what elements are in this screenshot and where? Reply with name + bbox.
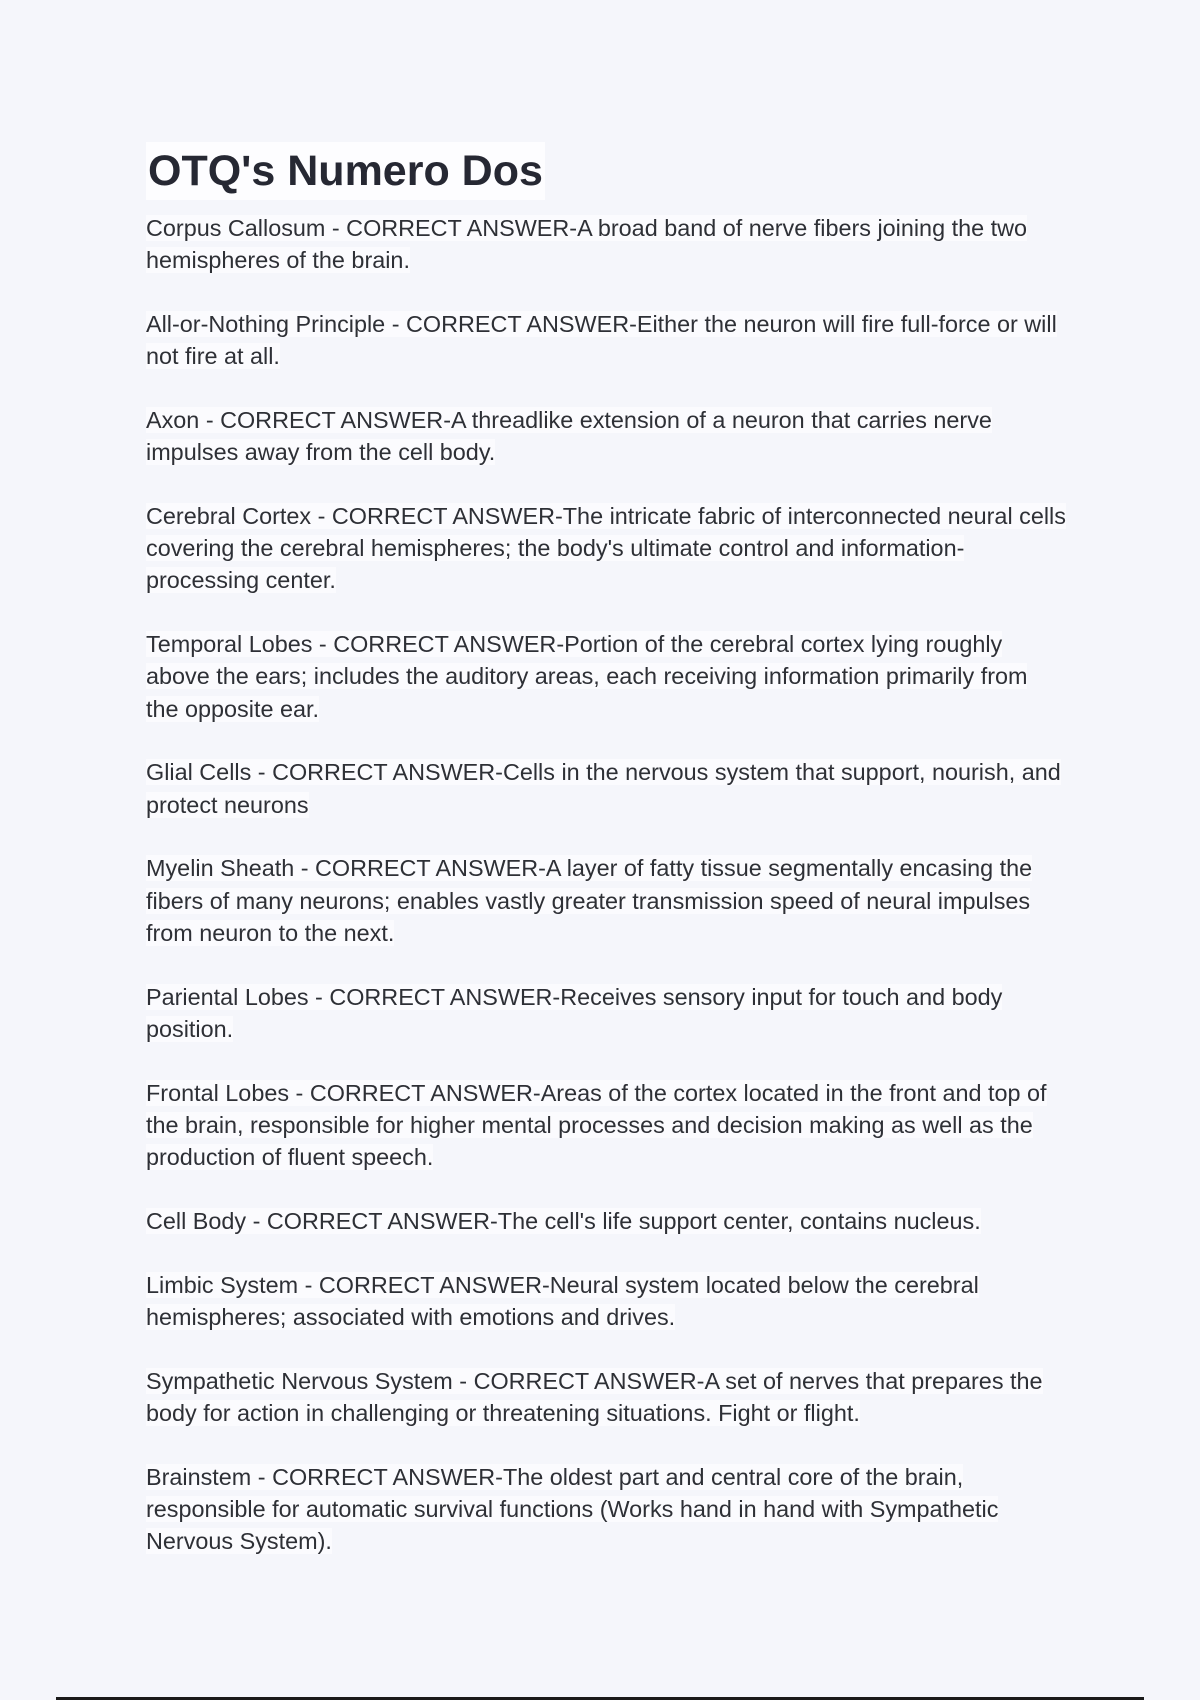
document-title: OTQ's Numero Dos xyxy=(146,142,545,200)
qa-list xyxy=(146,212,1066,1557)
qa-item-axon xyxy=(146,404,1066,468)
qa-item-text: Cerebral Cortex - CORRECT ANSWER-The intricate fabric of interconnected neural cells covering the cerebral hemispheres; the body's ultimate control and information-processing center. xyxy=(146,503,1066,594)
qa-item-text: Pariental Lobes - CORRECT ANSWER-Receives sensory input for touch and body position. xyxy=(146,983,1003,1042)
qa-item-corpus-callosum xyxy=(146,212,1066,276)
document-content xyxy=(146,142,1066,1589)
qa-item-pariental-lobes xyxy=(146,981,1066,1045)
qa-item-text: Cell Body - CORRECT ANSWER-The cell's life support center, contains nucleus. xyxy=(146,1207,981,1234)
qa-item-text: Glial Cells - CORRECT ANSWER-Cells in the nervous system that support, nourish, and protect neurons xyxy=(146,759,1061,818)
qa-item-glial-cells xyxy=(146,756,1066,820)
qa-item-text: Frontal Lobes - CORRECT ANSWER-Areas of the cortex located in the front and top of the brain, responsible for higher mental processes and decision making as well as the production of fluent speech. xyxy=(146,1079,1047,1171)
qa-item-text: Brainstem - CORRECT ANSWER-The oldest part and central core of the brain, responsible for automatic survival functions (Works hand in hand with Sympathetic Nervous System). xyxy=(146,1463,999,1555)
qa-item-limbic-system xyxy=(146,1269,1066,1333)
qa-item-text: Temporal Lobes - CORRECT ANSWER-Portion of the cerebral cortex lying roughly above the ears; includes the auditory areas, each receiving information primarily from the opposite ear. xyxy=(146,631,1028,722)
qa-item-sympathetic-nervous-system xyxy=(146,1365,1066,1429)
qa-item-cell-body xyxy=(146,1205,1066,1237)
qa-item-myelin-sheath xyxy=(146,852,1066,949)
qa-item-brainstem xyxy=(146,1461,1066,1558)
qa-item-text: Myelin Sheath - CORRECT ANSWER-A layer of fatty tissue segmentally encasing the fibers of many neurons; enables vastly greater transmission speed of neural impulses from neuron to the next. xyxy=(146,855,1033,946)
qa-item-all-or-nothing xyxy=(146,308,1066,372)
qa-item-text: Corpus Callosum - CORRECT ANSWER-A broad band of nerve fibers joining the two hemispheres of the brain. xyxy=(146,215,1027,274)
qa-item-text: Axon - CORRECT ANSWER-A threadlike extension of a neuron that carries nerve impulses away from the cell body. xyxy=(146,407,992,466)
qa-item-text: All-or-Nothing Principle - CORRECT ANSWER-Either the neuron will fire full-force or will not fire at all. xyxy=(146,311,1057,370)
qa-item-frontal-lobes xyxy=(146,1077,1066,1174)
qa-item-temporal-lobes xyxy=(146,628,1066,725)
qa-item-text: Sympathetic Nervous System - CORRECT ANSWER-A set of nerves that prepares the body for action in challenging or threatening situations. Fight or flight. xyxy=(146,1367,1043,1426)
qa-item-text: Limbic System - CORRECT ANSWER-Neural system located below the cerebral hemispheres; associated with emotions and drives. xyxy=(146,1271,979,1330)
qa-item-cerebral-cortex xyxy=(146,500,1066,597)
